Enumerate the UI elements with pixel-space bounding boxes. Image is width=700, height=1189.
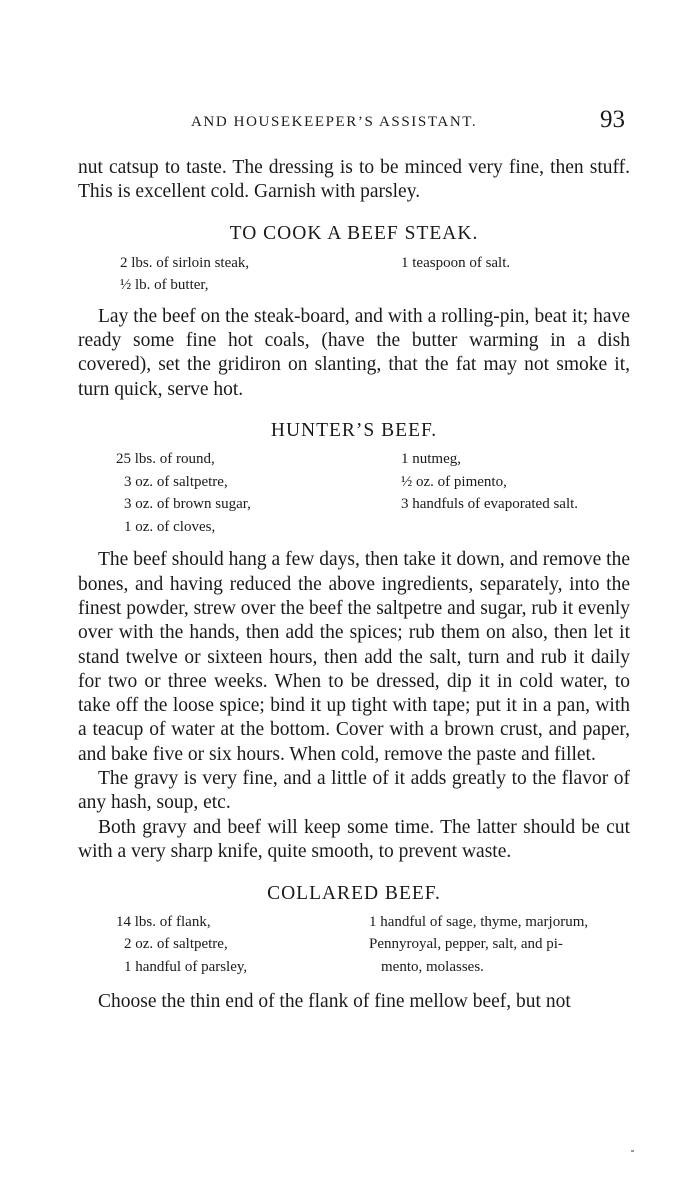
- ingredient-item: 1 handful of sage, thyme, marjorum,: [369, 913, 589, 930]
- header-title: AND HOUSEKEEPER’S ASSISTANT.: [191, 114, 478, 130]
- scan-speck: [631, 1150, 634, 1152]
- recipe-text-hunters-keeping: Both gravy and beef will keep some time. The latter should be cut with a very sharp knife, quite smooth, to prevent waste.: [78, 816, 630, 862]
- page-body: [78, 156, 630, 1014]
- ingredient-item: 2 lbs. of sirloin steak,: [120, 254, 250, 271]
- recipe-text-hunters-beef: The beef should hang a few days, then take it down, and remove the bones, and having reduced the above ingredients, separately, into the finest powder, strew over the beef the saltpetre and sugar, rub it evenly over with the hands, then add the spices; rub them on also, then let it stand twelve or sixteen hours, then add the salt, turn and rub it daily for two or three weeks. When to be dressed, dip it in cold water, to take off the loose spice; bind it up tight with tape; put it in a pan, with a teacup of water at the bottom. Cover with a brown crust, and paper, and bake five or six hours. When cold, remove the paste and fillet.: [78, 549, 630, 765]
- ingredient-item: 3 oz. of brown sugar,: [124, 496, 251, 513]
- recipe-text-hunters-gravy: The gravy is very fine, and a little of it adds greatly to the flavor of any hash, soup, etc.: [78, 768, 630, 814]
- ingredient-item: ½ lb. of butter,: [120, 277, 209, 294]
- continuation-paragraph: nut catsup to taste. The dressing is to be minced very fine, then stuff. This is excellent cold. Garnish with parsley.: [78, 157, 630, 203]
- recipe-text-collared-beef: Choose the thin end of the flank of fine mellow beef, but not: [98, 991, 571, 1013]
- ingredient-item: 3 handfuls of evaporated salt.: [401, 496, 579, 513]
- ingredient-item: 1 nutmeg,: [401, 451, 461, 468]
- recipe-title-hunters-beef: HUNTER’S BEEF.: [270, 420, 438, 442]
- ingredient-item: 1 oz. of cloves,: [124, 518, 216, 535]
- ingredient-item: 1 handful of parsley,: [124, 958, 248, 975]
- ingredient-item: 25 lbs. of round,: [116, 451, 215, 468]
- page-number: 93: [600, 106, 625, 133]
- recipe-title-beef-steak: TO COOK A BEEF STEAK.: [229, 222, 479, 244]
- running-header: [0, 106, 700, 140]
- ingredient-item: 14 lbs. of flank,: [116, 913, 211, 930]
- ingredients-beef-steak: [78, 252, 630, 297]
- ingredient-item: 2 oz. of saltpetre,: [124, 936, 228, 953]
- ingredient-item: ½ oz. of pimento,: [401, 473, 507, 490]
- recipe-text-beef-steak: Lay the beef on the steak-board, and with a rolling-pin, beat it; have ready some fine hot coals, (have the butter warming in a dish covered), set the gridiron on slanting, that the fat may not smoke it, turn quick, serve hot.: [78, 305, 630, 400]
- ingredient-item: 3 oz. of saltpetre,: [124, 473, 228, 490]
- ingredients-collared-beef: [78, 911, 630, 979]
- ingredient-item: Pennyroyal, pepper, salt, and pi-: [369, 936, 563, 953]
- recipe-title-collared-beef: COLLARED BEEF.: [267, 883, 441, 905]
- ingredient-item: mento, molasses.: [381, 958, 484, 975]
- ingredients-hunters-beef: [78, 448, 630, 538]
- ingredient-item: 1 teaspoon of salt.: [401, 254, 511, 271]
